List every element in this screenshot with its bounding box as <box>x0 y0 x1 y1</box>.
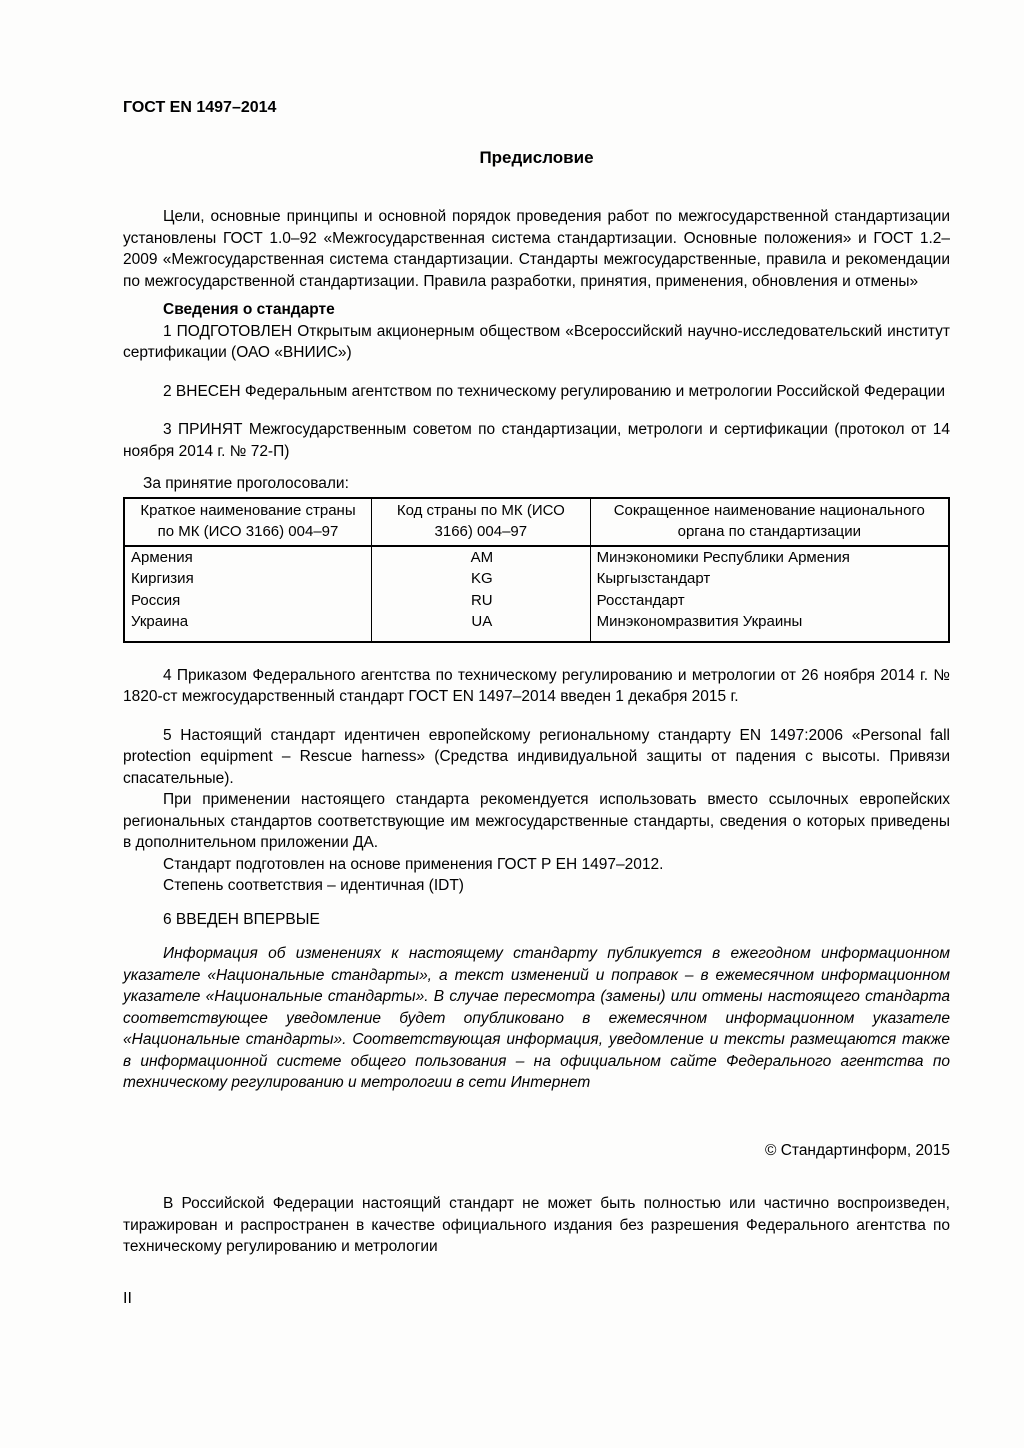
col-header-country: Краткое наименование страны по МК (ИСО 3166) 004–97 <box>124 498 372 546</box>
code-cell <box>372 546 591 642</box>
org-value: Минэкономики Республики Армения <box>596 548 850 566</box>
code-value: AM <box>470 548 494 566</box>
page-title: Предисловие <box>479 147 594 167</box>
order-item: 4 Приказом Федерального агентства по техническому регулированию и метрологии от 26 ноября 2014 г. № 1820-ст межгосударственный стандарт ГОСТ EN 1497–2014 введен 1 декабря 2015 г. <box>123 666 950 705</box>
code-value: KG <box>470 570 493 587</box>
adopted-item: 3 ПРИНЯТ Межгосударственным советом по стандартизации, метрологи и сертификации (протокол от 14 ноября 2014 г. № 72-П) <box>123 421 950 460</box>
org-value: Росстандарт <box>596 591 685 609</box>
page-number: II <box>123 1289 132 1307</box>
doc-code: ГОСТ EN 1497–2014 <box>123 99 277 116</box>
vote-caption: За принятие проголосовали: <box>143 475 349 492</box>
country-value: Армения <box>131 548 193 566</box>
intro-paragraph: Цели, основные принципы и основной порядок проведения работ по межгосударственной стандартизации установлены ГОСТ 1.0–92 «Межгосударственная система стандартизации. Основные положения» и ГОСТ 1.2–2009 «Межгосударственная система стандартизации. Стандарты межгосударственные, правила и рекомендации по межгосударственной стандартизации. Правила разработки, принятия, применения, обновления и отмены» <box>123 208 950 290</box>
code-value: UA <box>471 613 493 630</box>
first-introduced-item: 6 ВВЕДЕН ВПЕРВЫЕ <box>163 910 320 928</box>
basis-paragraph: Стандарт подготовлен на основе применения ГОСТ Р ЕН 1497–2012. <box>163 855 664 873</box>
recommendation-paragraph: При применении настоящего стандарта рекомендуется использовать вместо ссылочных европейских региональных стандартов соответствующие им межгосударственные стандарты, сведения о которых приведены в дополнительном приложении ДА. <box>123 791 950 851</box>
col-header-org: Сокращенное наименование национального органа по стандартизации <box>590 498 949 546</box>
col-header-code: Код страны по МК (ИСО 3166) 004–97 <box>372 498 591 546</box>
code-value: RU <box>470 591 493 609</box>
amendments-note: Информация об изменениях к настоящему стандарту публикуется в ежегодном информационном указателе «Национальные стандарты», а текст изменений и поправок – в ежемесячном информационном указателе «Национальные стандарты». В случае пересмотра (замены) или отмены настоящего стандарта соответствующее уведомление будет опубликовано в ежемесячном информационном указателе «Национальные стандарты». Соответствующая информация, уведомление и тексты размещаются также в информационной системе общего пользования – на официальном сайте Федерального агентства по техническому регулированию и метрологии в сети Интернет <box>123 945 950 1091</box>
vote-table-body-row <box>124 546 949 642</box>
vote-table-body <box>124 546 949 642</box>
org-cell <box>590 546 949 642</box>
vote-table <box>123 497 950 643</box>
submitted-item: 2 ВНЕСЕН Федеральным агентством по техническому регулированию и метрологии Российской Федерации <box>163 382 945 400</box>
identity-item: 5 Настоящий стандарт идентичен европейскому региональному стандарту EN 1497:2006 «Personal fall protection equipment – Rescue harness» (Средства индивидуальной защиты от падения с высоты. Привязи спасательные). <box>123 726 950 787</box>
country-value: Россия <box>131 591 181 609</box>
conformity-paragraph: Степень соответствия – идентичная (IDT) <box>163 877 464 894</box>
country-value: Украина <box>131 613 189 630</box>
standard-info-heading: Сведения о стандарте <box>163 301 335 318</box>
vote-table-header-row <box>124 498 949 546</box>
org-value: Кыргызстандарт <box>596 570 711 587</box>
prepared-item: 1 ПОДГОТОВЛЕН Открытым акционерным обществом «Всероссийский научно-исследовательский институт сертификации (ОАО «ВНИИС») <box>123 322 950 361</box>
country-value: Киргизия <box>131 570 194 587</box>
org-value: Минэкономразвития Украины <box>596 613 803 630</box>
legal-notice: В Российской Федерации настоящий стандарт не может быть полностью или частично воспроизведен, тиражирован и распространен в качестве официального издания без разрешения Федерального агентства по техническому регулированию и метрологии <box>123 1195 950 1255</box>
vote-table-header <box>124 498 949 546</box>
copyright-notice: © Стандартинформ, 2015 <box>764 1141 950 1159</box>
country-cell <box>124 546 372 642</box>
